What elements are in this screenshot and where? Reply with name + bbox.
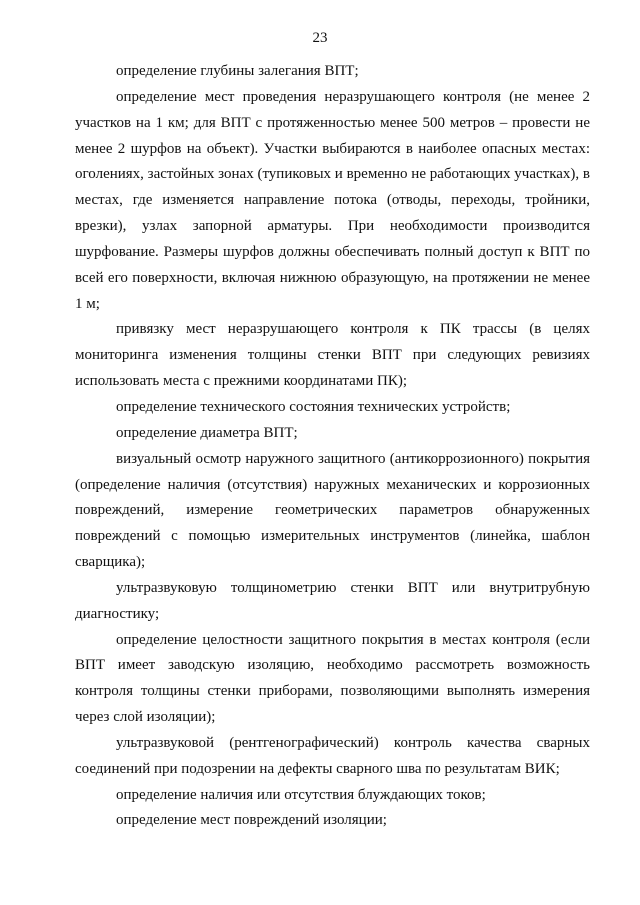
paragraph-burial-depth: определение глубины залегания ВПТ; bbox=[116, 63, 359, 79]
paragraph-coating-integrity: определение целостности защитного покрытия в местах контроля (если ВПТ имеет заводскую изоляцию, необходимо рассмотреть возможность контроля толщины стенки приборами, позволяющими выполнять измерения через слой изоляции); bbox=[75, 631, 590, 726]
paragraph-pk-binding: привязку мест неразрушающего контроля к ПК трассы (в целях мониторинга изменения толщины стенки ВПТ при следующих ревизиях использовать места с прежними координатами ПК); bbox=[75, 321, 590, 390]
page-number: 23 bbox=[312, 30, 328, 46]
paragraph-technical-state: определение технического состояния технических устройств; bbox=[116, 398, 511, 415]
paragraph-thickness-gauging: ультразвуковую толщинометрию стенки ВПТ или внутритрубную диагностику; bbox=[75, 579, 590, 622]
paragraph-ndt-locations: определение мест проведения неразрушающего контроля (не менее 2 участков на 1 км; для ВПТ с протяженностью менее 500 метров – провести не менее 2 шурфов на объект). Участки выбираются в наиболее опасных местах: оголениях, застойных зонах (тупиковых и временно не работающих участках), в местах, где изменяется направление потока (отводы, переходы, тройники, врезки), узлах запорной арматуры. При необходимости производится шурфование. Размеры шурфов должны обеспечивать полный доступ к ВПТ по всей его поверхности, включая нижнюю образующую, на протяжении не менее 1 м; bbox=[75, 88, 590, 312]
paragraph-diameter: определение диаметра ВПТ; bbox=[116, 424, 298, 441]
paragraph-visual-inspection: визуальный осмотр наружного защитного (антикоррозионного) покрытия (определение наличия (отсутствия) наружных механических и коррозионных повреждений, измерение геометрических параметров обнаруженных повреждений с помощью измерительных инструментов (линейка, шаблон сварщика); bbox=[75, 450, 590, 571]
paragraph-insulation-damage: определение мест повреждений изоляции; bbox=[116, 812, 387, 829]
paragraph-weld-control: ультразвуковой (рентгенографический) контроль качества сварных соединений при подозрении на дефекты сварного шва по результатам ВИК; bbox=[75, 734, 590, 777]
page-body bbox=[75, 59, 590, 834]
paragraph-stray-currents: определение наличия или отсутствия блуждающих токов; bbox=[116, 786, 486, 803]
